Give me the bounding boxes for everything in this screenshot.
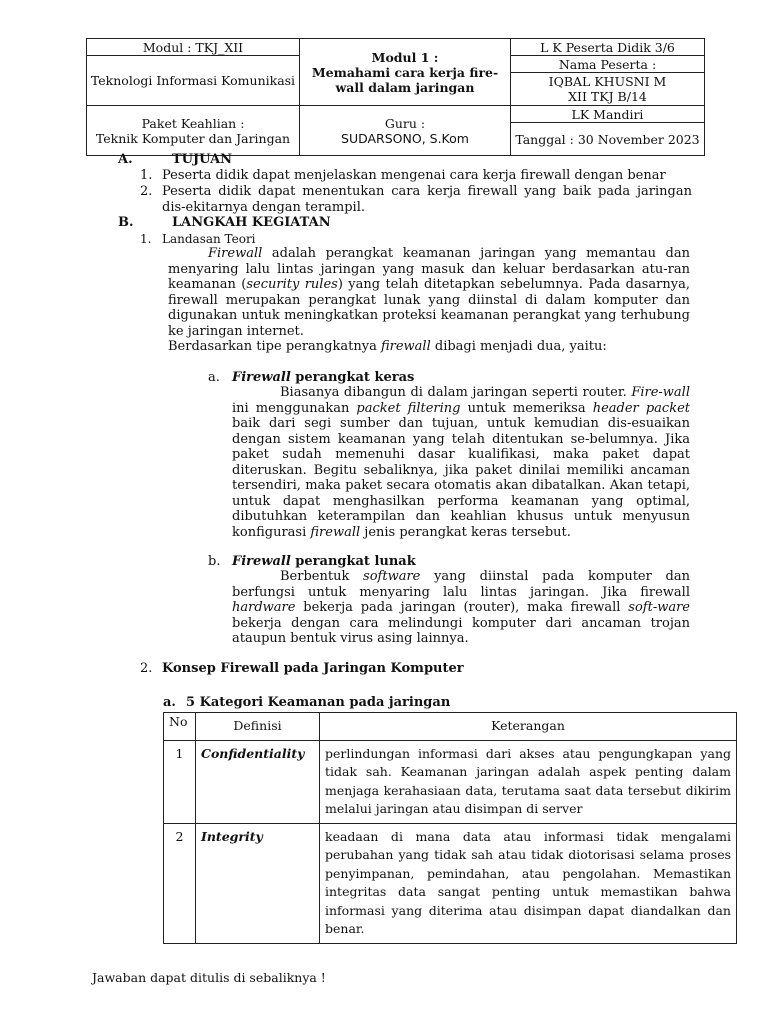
tujuan-item-1: Peserta didik dapat menjelaskan mengenai cara kerja firewall dengan benar [162,168,666,183]
a-p3: untuk memeriksa [460,400,593,416]
b-em3: soft-ware [628,600,690,615]
item-b-letter: b. [208,554,221,569]
col-header-definisi: Definisi [196,713,320,741]
table-header-row [164,713,737,741]
item-b-title [232,554,416,570]
modul-title [300,39,511,106]
tujuan-item-2: Peserta didik dapat menentukan cara kerja firewall yang baik pada jaringan dis-ekitarnya dengan terampil. [162,184,692,215]
lk-mandiri: LK Mandiri [511,106,705,123]
row-definisi: Integrity [196,823,320,943]
row-no: 1 [164,740,196,823]
item-a-title-rest: perangkat keras [290,370,415,385]
sub2-title: Konsep Firewall pada Jaringan Komputer [162,661,464,676]
item-b-title-em: Firewall [232,554,291,569]
paragraph-firewall-definition [168,246,690,339]
item-a-title [232,370,414,386]
sub1-title: Landasan Teori [162,232,256,246]
kelas: XII TKJ B/14 [568,89,647,104]
a-em3: header packet [592,400,690,416]
guru [300,106,511,156]
section-a-letter: A. [118,152,133,167]
item-a-letter: a. [208,370,220,385]
p1-text-b: ) yang telah ditetapkan sebelumnya. Pada dasarnya, firewall merupakan perangkat lunak yang diinstal di dalam komputer dan digunakan untuk meningkatkan proteksi keamanan perangkat yang terhubung ke jaringan internet. [168,277,690,339]
item-b-paragraph [232,569,690,647]
sub2a-letter: a. [163,695,176,710]
sub1-num: 1. [140,232,152,246]
nama-peserta: IQBAL KHUSNI M [548,74,667,89]
a-em4: firewall [310,524,361,540]
item-a-title-em: Firewall [232,370,291,385]
footer-note: Jawaban dapat ditulis di sebaliknya ! [92,970,326,985]
sub2a-title: 5 Kategori Keamanan pada jaringan [186,695,451,710]
nama-label: Nama Peserta : [511,56,705,73]
paket-label: Paket Keahlian : [141,115,245,131]
p2-text-b: dibagi menjadi dua, yaitu: [430,339,607,354]
b-em2: hardware [232,600,296,615]
a-p1: Biasanya dibangun di dalam jaringan seperti router. [280,385,632,400]
section-a-title: TUJUAN [172,152,233,167]
a-p5: jenis perangkat keras tersebut. [360,524,571,540]
subject: Teknologi Informasi Komunikasi [87,56,300,106]
b-p3: bekerja pada jaringan (router), maka firewall [295,600,629,615]
p1-text-a: adalah perangkat keamanan jaringan yang memantau dan menyaring lalu lintas jaringan yang masuk dan keluar berdasarkan atu-ran keamanan ( [168,246,690,292]
section-b-title: LANGKAH KEGIATAN [172,215,331,230]
b-p1: Berbentuk [280,569,364,584]
modul-title-line2: Memahami cara kerja fire-wall dalam jaringan [311,64,499,95]
paket-value: Teknik Komputer dan Jaringan [95,130,291,146]
a-em1: Fire-wall [631,385,690,400]
nama-value [511,73,705,106]
b-em1: software [363,569,421,584]
row-no: 2 [164,823,196,943]
row-keterangan: perlindungan informasi dari akses atau pengungkapan yang tidak sah. Keamanan jaringan adalah aspek penting dalam menjaga kerahasiaan data, terutama saat data tersebut dikirim melalui jaringan atau disimpan di server [320,740,737,823]
module-header-table [86,38,705,156]
paket-keahlian [87,106,300,156]
item-a-paragraph [232,385,690,540]
b-p4: bekerja dengan cara melindungi komputer dari ancaman trojan ataupun bentuk virus asing lainnya. [232,615,690,646]
guru-name: SUDARSONO, S.Kom [341,130,469,146]
table-row [164,823,737,943]
security-category-table [163,712,737,944]
item-b-title-rest: perangkat lunak [290,554,416,569]
modul-title-line1: Modul 1 : [371,49,439,65]
sub2-num: 2. [140,661,153,676]
security-rules-term: security rules [246,277,338,292]
a-em2: packet filtering [356,400,461,416]
col-header-keterangan: Keterangan [320,713,737,741]
a-p2: ini menggunakan [232,400,357,416]
col-header-no: No [164,713,196,741]
section-b-letter: B. [118,215,134,230]
row-definisi: Confidentiality [196,740,320,823]
firewall-term-2: firewall [380,339,431,354]
p2-text-a: Berdasarkan tipe perangkatnya [168,339,381,354]
row-keterangan: keadaan di mana data atau informasi tidak mengalami perubahan yang tidak sah atau tidak diotorisasi selama proses penyimpanan, pemindahan, atau pengolahan. Memastikan integritas data sangat penting untuk memastikan bahwa informasi yang diterima atau disimpan dapat diandalkan dan benar. [320,823,737,943]
modul-code: Modul : TKJ_XII [87,39,300,56]
b-p2: yang diinstal pada komputer dan berfungsi untuk menyaring lalu lintas jaringan. Jika firewall [232,569,690,600]
tanggal: Tanggal : 30 November 2023 [511,123,705,156]
tujuan-num-1: 1. [140,168,153,183]
a-p4: baik dari segi sumber dan tujuan, untuk kemudian dis-esuaikan dengan sistem keamanan yang telah ditentukan se-belumnya. Jika paket sudah memenuhi dasar kualifikasi, maka paket dapat diteruskan. Begitu sebaliknya, jika paket dinilai memiliki ancaman tersendiri, maka paket secara otomatis akan dibatalkan. Akan tetapi, untuk dapat menghasilkan performa keamanan yang optimal, dibutuhkan keterampilan dan keahlian khusus untuk menyusun konfigurasi [232,416,690,540]
paragraph-firewall-types [168,339,690,355]
table-row [164,740,737,823]
firewall-term: Firewall [208,246,263,261]
tujuan-num-2: 2. [140,184,153,199]
lk-peserta: L K Peserta Didik 3/6 [511,39,705,56]
guru-label: Guru : [384,115,426,131]
